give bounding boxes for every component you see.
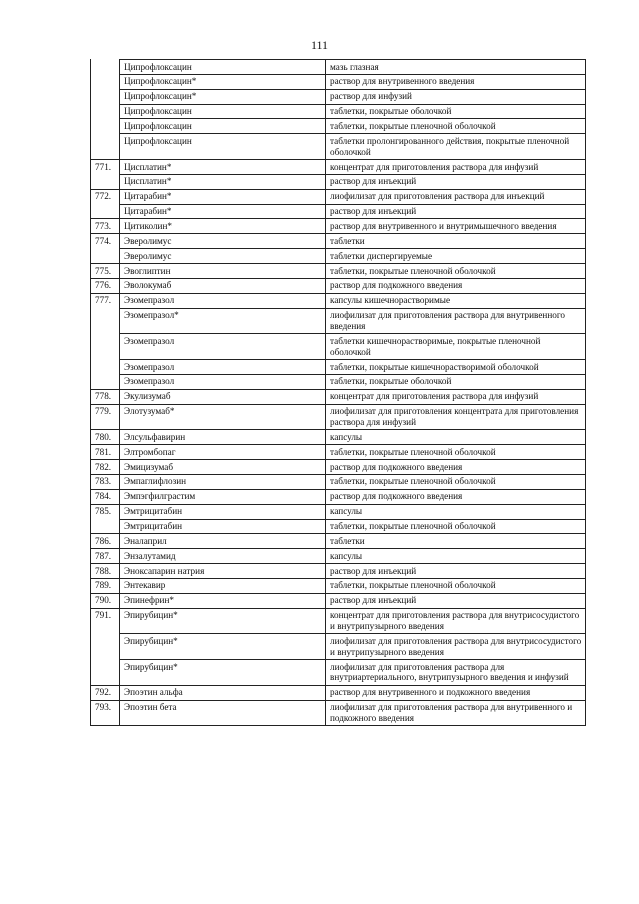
table-row [91, 134, 586, 160]
row-number [91, 89, 120, 104]
dosage-form: таблетки, покрытые пленочной оболочкой [326, 578, 586, 593]
row-number: 773. [91, 219, 120, 234]
table-row [91, 608, 586, 634]
dosage-form: раствор для подкожного введения [326, 460, 586, 475]
row-number [91, 519, 120, 534]
dosage-form: таблетки пролонгированного действия, покрытые пленочной оболочкой [326, 134, 586, 160]
row-number [91, 660, 120, 686]
row-number: 782. [91, 460, 120, 475]
dosage-form: таблетки, покрытые оболочкой [326, 104, 586, 119]
drug-name: Эноксапарин натрия [120, 564, 326, 579]
drug-name: Ципрофлоксацин [120, 60, 326, 75]
drug-name: Эвоглиптин [120, 264, 326, 279]
dosage-form: мазь глазная [326, 60, 586, 75]
drug-name: Эзомепразол [120, 334, 326, 360]
row-number: 789. [91, 578, 120, 593]
dosage-form: концентрат для приготовления раствора для инфузий [326, 389, 586, 404]
drug-name: Ципрофлоксацин* [120, 74, 326, 89]
dosage-form: концентрат для приготовления раствора для инфузий [326, 160, 586, 175]
dosage-form: концентрат для приготовления раствора для внутрисосудистого и внутрипузырного введения [326, 608, 586, 634]
drug-name: Эмпаглифлозин [120, 474, 326, 489]
table-row [91, 74, 586, 89]
drug-name: Эпинефрин* [120, 593, 326, 608]
table-row [91, 700, 586, 726]
table-row [91, 474, 586, 489]
drug-name: Цитарабин* [120, 204, 326, 219]
drug-name: Элсульфавирин [120, 430, 326, 445]
dosage-form: капсулы [326, 504, 586, 519]
drug-name: Ципрофлоксацин* [120, 89, 326, 104]
row-number [91, 204, 120, 219]
row-number [91, 104, 120, 119]
drug-name: Цисплатин* [120, 160, 326, 175]
row-number: 783. [91, 474, 120, 489]
dosage-form: таблетки, покрытые пленочной оболочкой [326, 119, 586, 134]
table-row [91, 249, 586, 264]
dosage-form: раствор для инъекций [326, 174, 586, 189]
dosage-form: таблетки [326, 234, 586, 249]
drug-name: Экулизумаб [120, 389, 326, 404]
row-number: 774. [91, 234, 120, 249]
drug-name: Эмтрицитабин [120, 504, 326, 519]
table-row [91, 404, 586, 430]
drug-name: Эмицизумаб [120, 460, 326, 475]
drug-name: Эзомепразол* [120, 308, 326, 334]
drug-name: Энзалутамид [120, 549, 326, 564]
row-number: 781. [91, 445, 120, 460]
drug-name: Энтекавир [120, 578, 326, 593]
dosage-form: раствор для внутривенного и внутримышечного введения [326, 219, 586, 234]
table-row [91, 660, 586, 686]
dosage-form: капсулы кишечнорастворимые [326, 293, 586, 308]
table-row [91, 445, 586, 460]
row-number: 786. [91, 534, 120, 549]
drug-name: Эпоэтин бета [120, 700, 326, 726]
table-row [91, 174, 586, 189]
dosage-form: раствор для инъекций [326, 204, 586, 219]
drug-name: Эзомепразол [120, 360, 326, 375]
row-number: 777. [91, 293, 120, 308]
dosage-form: таблетки диспергируемые [326, 249, 586, 264]
table-row [91, 89, 586, 104]
dosage-form: таблетки, покрытые пленочной оболочкой [326, 474, 586, 489]
table-row [91, 460, 586, 475]
row-number: 788. [91, 564, 120, 579]
drug-name: Ципрофлоксацин [120, 119, 326, 134]
row-number: 785. [91, 504, 120, 519]
table-row [91, 234, 586, 249]
row-number: 791. [91, 608, 120, 634]
table-row [91, 160, 586, 175]
table-row [91, 549, 586, 564]
drug-name: Ципрофлоксацин [120, 134, 326, 160]
row-number [91, 374, 120, 389]
drug-name: Ципрофлоксацин [120, 104, 326, 119]
dosage-form: таблетки, покрытые кишечнорастворимой оболочкой [326, 360, 586, 375]
dosage-form: лиофилизат для приготовления раствора для внутриартериального, внутрипузырного введения и инфузий [326, 660, 586, 686]
row-number: 780. [91, 430, 120, 445]
table-row [91, 564, 586, 579]
table-row [91, 489, 586, 504]
row-number: 792. [91, 685, 120, 700]
drug-name: Эзомепразол [120, 293, 326, 308]
dosage-form: раствор для внутривенного и подкожного введения [326, 685, 586, 700]
dosage-form: таблетки, покрытые пленочной оболочкой [326, 264, 586, 279]
row-number: 771. [91, 160, 120, 175]
row-number [91, 119, 120, 134]
row-number [91, 249, 120, 264]
table-row [91, 219, 586, 234]
dosage-form: раствор для подкожного введения [326, 489, 586, 504]
row-number [91, 634, 120, 660]
drug-name: Эпоэтин альфа [120, 685, 326, 700]
table-row [91, 634, 586, 660]
table-row [91, 293, 586, 308]
dosage-form: таблетки, покрытые пленочной оболочкой [326, 519, 586, 534]
drug-name: Эмпэгфилграстим [120, 489, 326, 504]
drug-name: Цитарабин* [120, 189, 326, 204]
table-row [91, 264, 586, 279]
drug-name: Эверолимус [120, 249, 326, 264]
row-number: 793. [91, 700, 120, 726]
dosage-form: таблетки, покрытые оболочкой [326, 374, 586, 389]
row-number [91, 74, 120, 89]
drug-name: Цитиколин* [120, 219, 326, 234]
drug-name: Элтромбопаг [120, 445, 326, 460]
table-row [91, 504, 586, 519]
table-row [91, 389, 586, 404]
row-number [91, 174, 120, 189]
row-number: 779. [91, 404, 120, 430]
table-row [91, 308, 586, 334]
row-number [91, 360, 120, 375]
drug-name: Эпирубицин* [120, 634, 326, 660]
table-row [91, 430, 586, 445]
table-row [91, 204, 586, 219]
dosage-form: лиофилизат для приготовления раствора для инъекций [326, 189, 586, 204]
drug-name: Цисплатин* [120, 174, 326, 189]
table-row [91, 685, 586, 700]
table-row [91, 334, 586, 360]
drug-name: Эпирубицин* [120, 608, 326, 634]
table-row [91, 189, 586, 204]
dosage-form: таблетки кишечнорастворимые, покрытые пленочной оболочкой [326, 334, 586, 360]
drug-name: Эверолимус [120, 234, 326, 249]
dosage-form: лиофилизат для приготовления раствора для внутрисосудистого и внутрипузырного введения [326, 634, 586, 660]
drug-name: Эзомепразол [120, 374, 326, 389]
row-number: 784. [91, 489, 120, 504]
table-row [91, 360, 586, 375]
dosage-form: раствор для инъекций [326, 593, 586, 608]
drug-table [90, 59, 586, 726]
row-number: 775. [91, 264, 120, 279]
table-row [91, 534, 586, 549]
drug-name: Эналаприл [120, 534, 326, 549]
row-number [91, 134, 120, 160]
table-row [91, 578, 586, 593]
dosage-form: раствор для внутривенного введения [326, 74, 586, 89]
dosage-form: капсулы [326, 430, 586, 445]
table-row [91, 278, 586, 293]
row-number [91, 60, 120, 75]
table-row [91, 104, 586, 119]
drug-name: Эмтрицитабин [120, 519, 326, 534]
drug-name: Эволокумаб [120, 278, 326, 293]
page-number: 111 [310, 38, 329, 52]
table-row [91, 374, 586, 389]
drug-name: Эпирубицин* [120, 660, 326, 686]
table-row [91, 519, 586, 534]
table-row [91, 60, 586, 75]
row-number [91, 334, 120, 360]
row-number: 772. [91, 189, 120, 204]
dosage-form: таблетки, покрытые пленочной оболочкой [326, 445, 586, 460]
dosage-form: раствор для инъекций [326, 564, 586, 579]
drug-name: Элотузумаб* [120, 404, 326, 430]
dosage-form: раствор для инфузий [326, 89, 586, 104]
row-number: 790. [91, 593, 120, 608]
dosage-form: таблетки [326, 534, 586, 549]
dosage-form: раствор для подкожного введения [326, 278, 586, 293]
row-number: 776. [91, 278, 120, 293]
row-number: 778. [91, 389, 120, 404]
row-number: 787. [91, 549, 120, 564]
dosage-form: лиофилизат для приготовления концентрата для приготовления раствора для инфузий [326, 404, 586, 430]
row-number [91, 308, 120, 334]
table-row [91, 593, 586, 608]
table-row [91, 119, 586, 134]
dosage-form: лиофилизат для приготовления раствора для внутривенного введения [326, 308, 586, 334]
dosage-form: лиофилизат для приготовления раствора для внутривенного и подкожного введения [326, 700, 586, 726]
dosage-form: капсулы [326, 549, 586, 564]
